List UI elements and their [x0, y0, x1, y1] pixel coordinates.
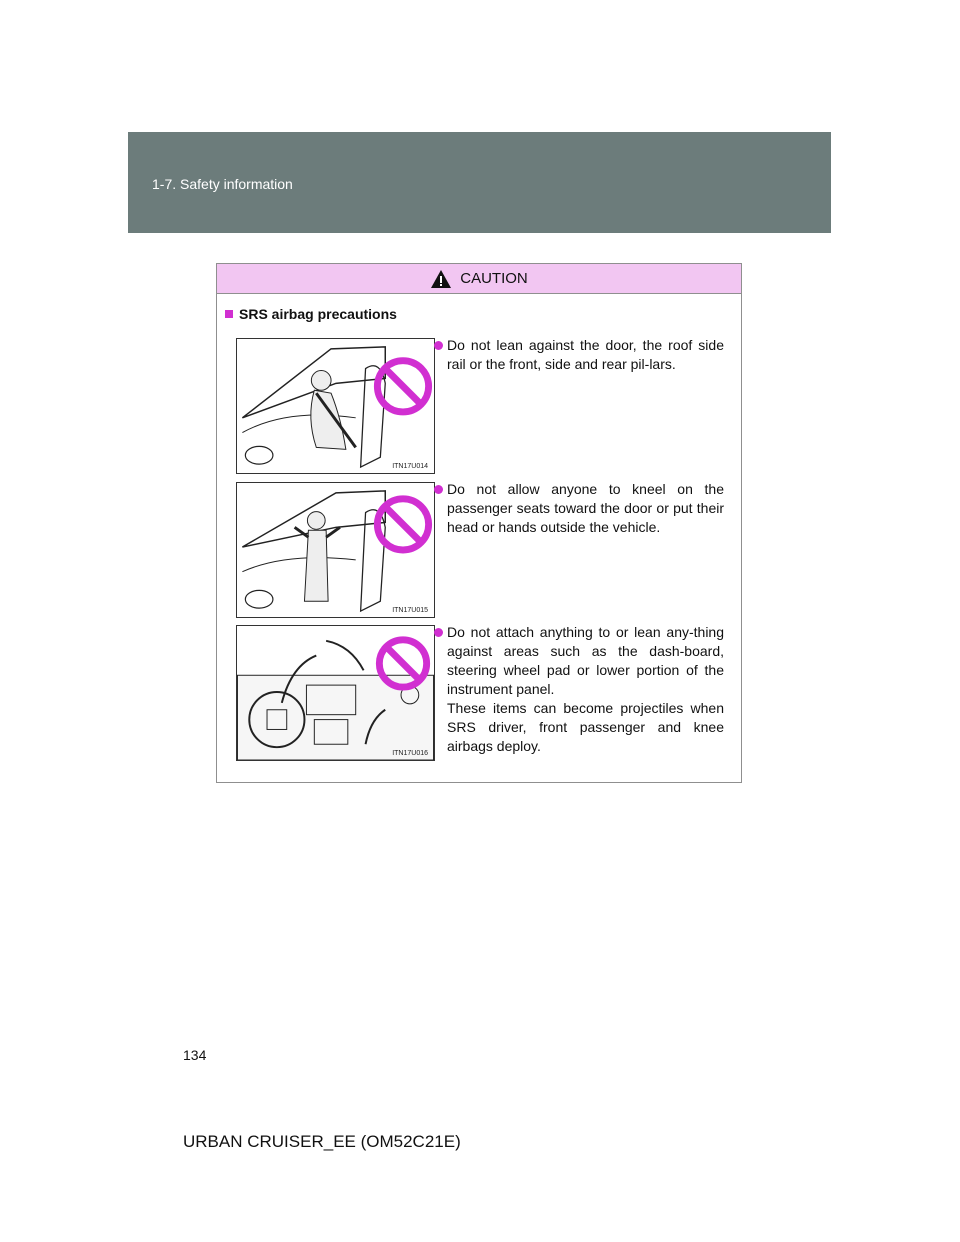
- dashboard-illustration: [237, 626, 434, 760]
- person-kneeling-illustration: [237, 483, 434, 617]
- figure-label: ITN17U015: [392, 607, 428, 614]
- bullet-text-continued: These items can become projectiles when SRS driver, front passenger and knee airbags deploy.: [447, 700, 724, 754]
- section-title: 1-7. Safety information: [152, 176, 293, 192]
- illustration-lean-door: [236, 338, 435, 474]
- caution-subheading: [225, 306, 397, 322]
- bullet-item-2: [434, 480, 724, 537]
- bullet-dot-icon: [434, 341, 443, 350]
- page-number: 134: [183, 1047, 207, 1063]
- bullet-dot-icon: [434, 628, 443, 637]
- subheading-text: SRS airbag precautions: [239, 306, 397, 322]
- square-bullet-icon: [225, 310, 233, 318]
- bullet-dot-icon: [434, 485, 443, 494]
- header-band: [128, 132, 831, 233]
- illustration-kneel-seat: [236, 482, 435, 618]
- bullet-item-1: [434, 336, 724, 374]
- warning-triangle-icon: [430, 269, 452, 289]
- caution-header: [217, 264, 741, 294]
- figure-label: ITN17U016: [392, 750, 428, 757]
- bullet-item-3: [434, 623, 724, 756]
- caution-title: CAUTION: [460, 270, 528, 287]
- bullet-text: Do not attach anything to or lean any-thing against areas such as the dash-board, steering wheel pad or lower portion of the instrument panel.: [447, 624, 724, 697]
- footer-model: URBAN CRUISER_EE (OM52C21E): [183, 1132, 461, 1151]
- bullet-text: Do not lean against the door, the roof side rail or the front, side and rear pil-lars.: [447, 337, 724, 372]
- caution-box: [216, 263, 742, 783]
- illustration-dashboard: [236, 625, 435, 761]
- person-leaning-illustration: [237, 339, 434, 473]
- bullet-text: Do not allow anyone to kneel on the passenger seats toward the door or put their head or hands outside the vehicle.: [447, 481, 724, 535]
- figure-label: ITN17U014: [392, 463, 428, 470]
